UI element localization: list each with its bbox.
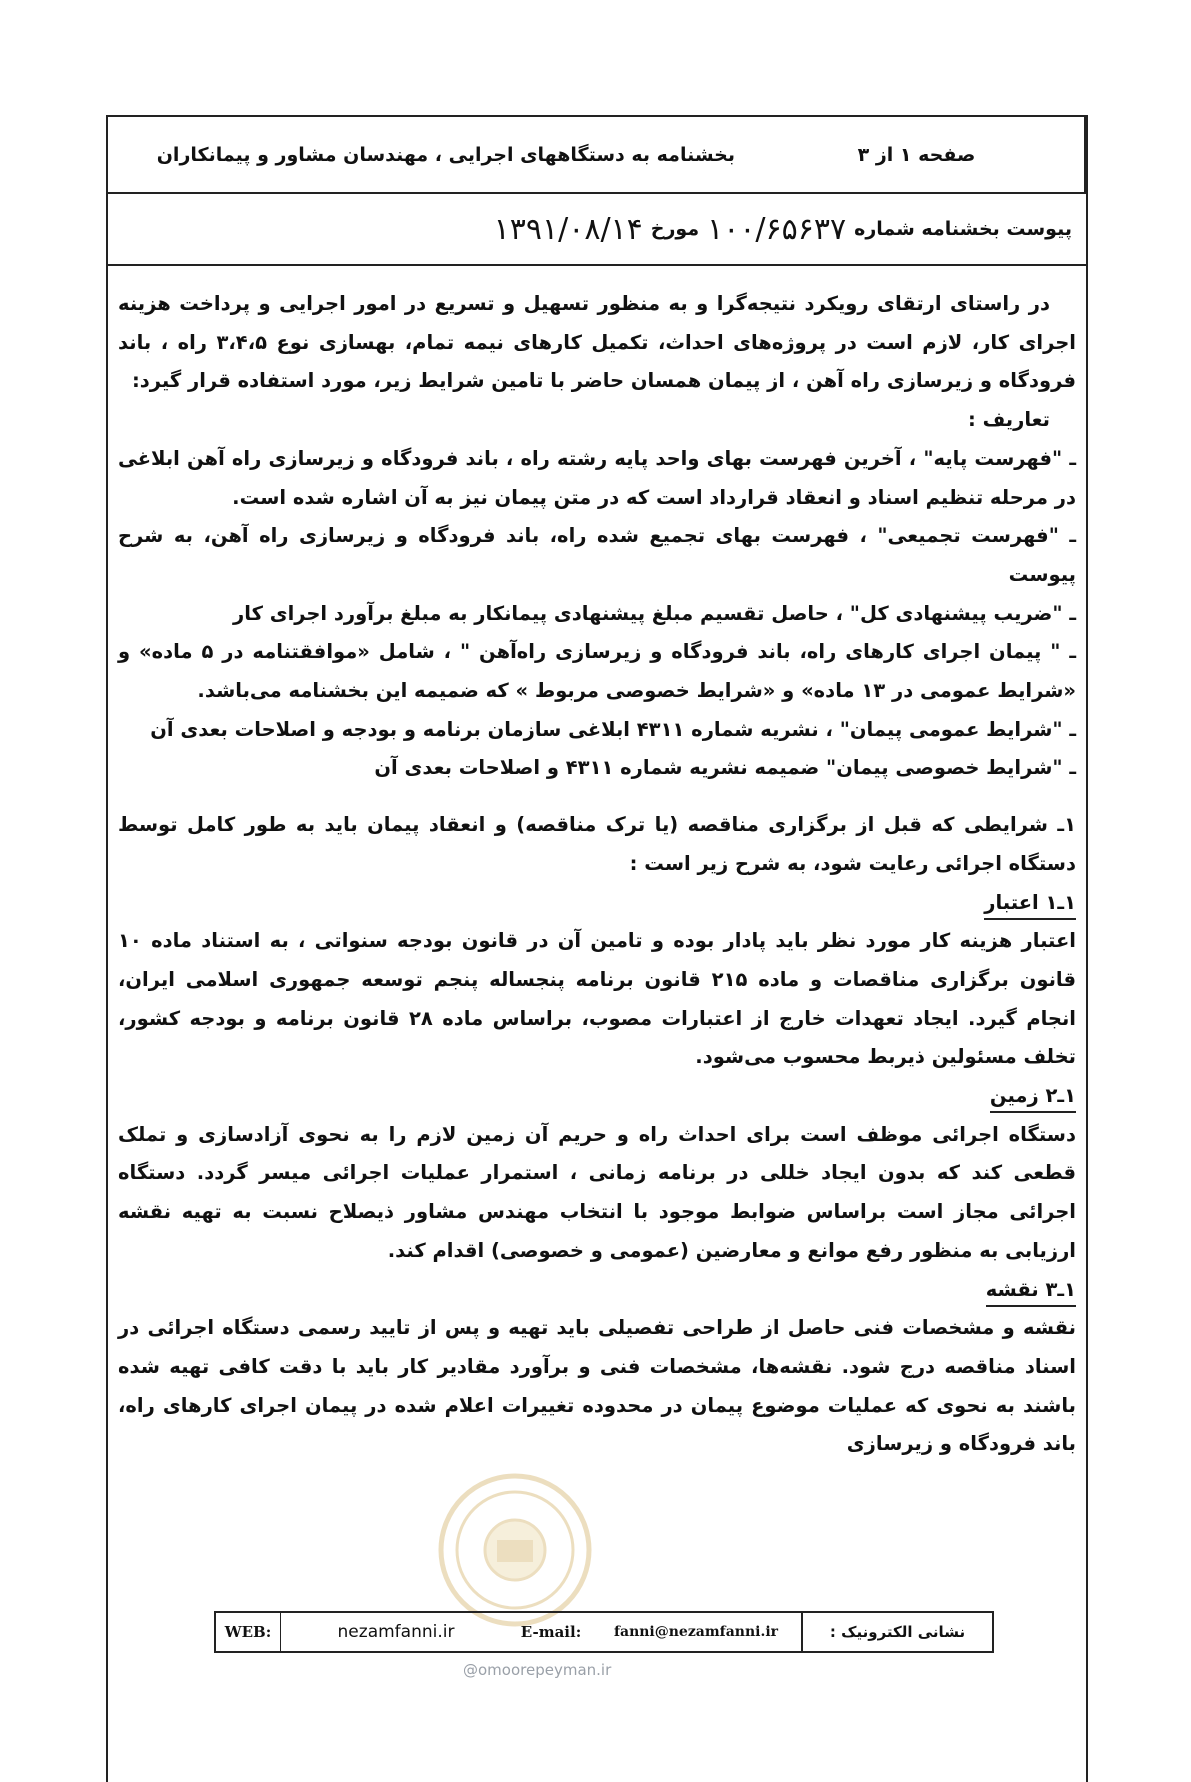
document-body bbox=[118, 285, 1076, 1464]
intro-paragraph: در راستای ارتقای رویکرد نتیجه‌گرا و به منظور تسهیل و تسریع در امور اجرایی و پرداخت هزینه اجرای کار، لازم است در پروژه‌های احداث، تکمیل کارهای نیمه تمام، بهسازی نوع ۳،۴،۵ راه ، باند فرودگاه و زیرسازی راه آهن ، از پیمان همسان حاضر با تامین شرایط زیر، مورد استفاده قرار گیرد: bbox=[118, 292, 1076, 393]
definition-item: ـ "ضریب پیشنهادی کل" ، حاصل تقسیم مبلغ پیشنهادی پیمانکار به مبلغ برآورد اجرای کار bbox=[233, 601, 1076, 625]
contact-label: نشانی الکترونیک : bbox=[801, 1613, 992, 1651]
footer-contact-bar bbox=[214, 1611, 994, 1653]
section-1-2-title: ۱ـ۲ زمین bbox=[990, 1081, 1076, 1113]
section-1-3-text: نقشه و مشخصات فنی حاصل از طراحی تفصیلی باید تهیه و پس از تایید رسمی دستگاه اجرائی در اسناد مناقصه درج شود. نقشه‌ها، مشخصات فنی و برآورد مقادیر کار باید با دقت کافی تهیه شده باشند به نحوی که عملیات موضوع پیمان در محدوده تغییرات اعلام شده در پیمان اجرای کارهای راه، باند فرودگاه و زیرسازی bbox=[118, 1316, 1076, 1456]
page-indicator: صفحه ۱ از ۳ bbox=[749, 117, 1086, 192]
section-1-1-title: ۱ـ۱ اعتبار bbox=[984, 888, 1076, 920]
circular-date: ۱۳۹۱/۰۸/۱۴ bbox=[493, 211, 643, 247]
header-table bbox=[106, 115, 1088, 266]
definitions-title: تعاریف : bbox=[967, 408, 1050, 432]
email-link[interactable]: fanni@nezamfanni.ir bbox=[613, 1624, 779, 1640]
header-row-attachment bbox=[108, 194, 1086, 266]
header-row-title bbox=[108, 117, 1086, 194]
definition-item: ـ "فهرست تجمیعی" ، فهرست بهای تجمیع شده راه، باند فرودگاه و زیرسازی راه آهن، به شرح پیوست bbox=[118, 524, 1076, 586]
definition-item: ـ " پیمان اجرای کارهای راه، باند فرودگاه و زیرسازی راه‌آهن " ، شامل «موافقتنامه در ۵ ماده» و «شرایط عمومی در ۱۳ ماده» و «شرایط خصوصی مربوط » که ضمیمه این بخشنامه می‌باشد. bbox=[118, 640, 1077, 703]
section-1-1-text: اعتبار هزینه کار مورد نظر باید پادار بوده و تامین آن در قانون بودجه سنواتی ، به استناد ماده ۱۰ قانون برگزاری مناقصات و ماده ۲۱۵ قانون برنامه پنجساله پنجم توسعه جمهوری اسلامی ایران، انجام گیرد. ایجاد تعهدات خارج از اعتبارات مصوب، براساس ماده ۲۸ قانون برنامه و بودجه کشور، تخلف مسئولین ذیربط محسوب می‌شود. bbox=[118, 929, 1076, 1069]
bottom-watermark-text: @omoorepeyman.ir bbox=[463, 1661, 612, 1679]
circular-number: ۱۰۰/۶۵۶۳۷ bbox=[707, 211, 847, 247]
definition-item: ـ "شرایط خصوصی پیمان" ضمیمه نشریه شماره ۴۳۱۱ و اصلاحات بعدی آن bbox=[374, 756, 1076, 780]
email-label: E-mail: bbox=[520, 1623, 582, 1641]
website-link[interactable]: nezamfanni.ir bbox=[337, 1622, 455, 1642]
circular-title: بخشنامه به دستگاههای اجرایی ، مهندسان مشاور و پیمانکاران bbox=[156, 143, 735, 166]
definition-item: ـ "فهرست پایه" ، آخرین فهرست بهای واحد پایه رشته راه ، باند فرودگاه و زیرسازی راه آهن ابلاغی در مرحله تنظیم اسناد و انعقاد قرارداد است که در متن پیمان نیز به آن اشاره شده است. bbox=[118, 446, 1076, 509]
dated-word: مورخ bbox=[650, 218, 700, 240]
seal-watermark bbox=[435, 1470, 595, 1630]
web-label: WEB: bbox=[216, 1613, 281, 1651]
section-1-paragraph: ۱ـ شرایطی که قبل از برگزاری مناقصه (یا ترک مناقصه) و انعقاد پیمان باید به طور کامل توسط دستگاه اجرائی رعایت شود، به شرح زیر است : bbox=[118, 813, 1076, 875]
attachment-prefix: پیوست بخشنامه شماره bbox=[854, 218, 1072, 240]
section-1-3-title: ۱ـ۳ نقشه bbox=[986, 1275, 1076, 1307]
definition-item: ـ "شرایط عمومی پیمان" ، نشریه شماره ۴۳۱۱ ابلاغی سازمان برنامه و بودجه و اصلاحات بعدی آن bbox=[150, 717, 1076, 741]
section-1-2-text: دستگاه اجرائی موظف است برای احداث راه و حریم آن زمین لازم را به نحوی آزادسازی و تملک قطعی کند که بدون ایجاد خللی در برنامه زمانی ، استمرار عملیات اجرائی میسر گردد. دستگاه اجرائی مجاز است براساس ضوابط موجود با انتخاب مهندس مشاور ذیصلاح نسبت به تهیه نقشه ارزیابی به منظور رفع موانع و معارضین (عمومی و خصوصی) اقدام کند. bbox=[118, 1122, 1076, 1262]
